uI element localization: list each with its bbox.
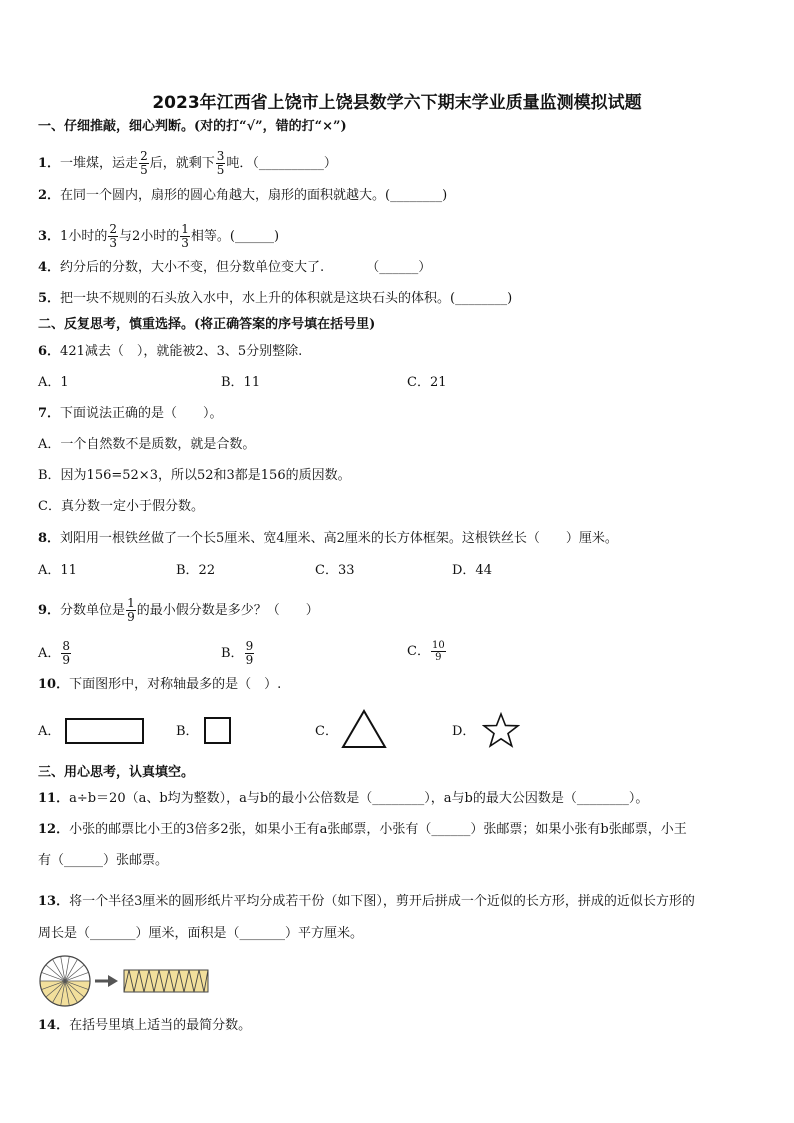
option-a[interactable]: A． $\frac{8}{9}$: [38, 639, 71, 667]
question-number: 2．: [38, 188, 61, 203]
circle-to-rectangle-figure: [38, 954, 213, 1008]
question-text: 在括号里填上适当的最简分数。: [69, 1018, 252, 1033]
question-14: [38, 1017, 251, 1035]
section-2-heading: 二、反复思考，慎重选择。(将正确答案的序号填在括号里): [38, 317, 376, 332]
triangle-shape: [340, 708, 388, 750]
fraction: $\frac{3}{5}$: [216, 149, 225, 177]
question-text: 把一块不规则的石头放入水中，水上升的体积就是这块石头的体积。(________): [60, 291, 513, 306]
question-13: [38, 893, 695, 911]
section-3-heading: 三、用心思考，认真填空。: [38, 765, 195, 780]
question-number: 4．: [38, 260, 61, 275]
question-number: 7．: [38, 406, 61, 421]
fraction: $\frac{9}{9}$: [245, 639, 254, 667]
option-c[interactable]: C．21: [407, 375, 447, 390]
option-b[interactable]: B． $\frac{9}{9}$: [221, 639, 254, 667]
question-11: [38, 790, 648, 808]
fraction: $\frac{1}{9}$: [127, 596, 135, 624]
sectored-circle-icon: [40, 956, 90, 1006]
question-10: [38, 676, 281, 694]
question-number: 8．: [38, 531, 61, 546]
option-a[interactable]: A．一个自然数不是质数，就是合数。: [38, 437, 256, 452]
option-c[interactable]: C． $\frac{10}{9}$: [407, 640, 445, 663]
option-c[interactable]: C．真分数一定小于假分数。: [38, 499, 204, 514]
question-text: 小张的邮票比小王的3倍多2张，如果小王有a张邮票，小张有（______）张邮票；如果小张有b张邮票，小王: [69, 822, 687, 837]
question-number: 1．: [38, 156, 61, 171]
option-b[interactable]: B．11: [221, 375, 261, 390]
question-12: [38, 821, 687, 839]
question-9: [38, 597, 319, 624]
question-2: [38, 187, 447, 205]
arrow-right-icon: [95, 975, 118, 987]
question-text: 刘阳用一根铁丝做了一个长5厘米、宽4厘米、高2厘米的长方体框架。这根铁丝长（ ）厘米。: [60, 531, 618, 546]
question-text: 在同一个圆内，扇形的圆心角越大，扇形的面积就越大。(________): [60, 188, 448, 203]
question-number: 3．: [38, 229, 61, 244]
question-text: a÷b＝20（a、b均为整数），a与b的最小公倍数是（________），a与b的最大公因数是（________）。: [69, 791, 649, 806]
question-text: 将一个半径3厘米的圆形纸片平均分成若干份（如下图），剪开后拼成一个近似的长方形，拼成的近似长方形的: [69, 894, 695, 909]
question-text: 与2小时的: [118, 229, 180, 244]
question-4: [38, 259, 431, 277]
question-text: 下面说法正确的是（ ）。: [60, 406, 223, 421]
question-text: 下面图形中，对称轴最多的是（ ）.: [69, 677, 282, 692]
question-text: 421减去（ ），就能被2、3、5分别整除.: [60, 344, 303, 359]
fraction: $\frac{2}{3}$: [109, 222, 117, 250]
option-d[interactable]: D．: [452, 724, 476, 739]
question-number: 13．: [38, 894, 70, 909]
question-number: 6．: [38, 344, 61, 359]
question-text: 吨．（__________）: [226, 156, 337, 171]
question-6: [38, 343, 302, 361]
question-number: 14．: [38, 1018, 70, 1033]
question-number: 9．: [38, 603, 61, 618]
option-b[interactable]: B．22: [176, 563, 216, 578]
question-7: [38, 405, 223, 423]
question-text: 1小时的: [60, 229, 108, 244]
option-a[interactable]: A．: [38, 724, 61, 739]
option-d[interactable]: D．44: [452, 563, 492, 578]
option-c[interactable]: C．: [315, 724, 338, 739]
fraction: $\frac{8}{9}$: [62, 639, 71, 667]
rectangle-shape: [65, 718, 144, 744]
fraction: $\frac{10}{9}$: [431, 640, 445, 663]
question-text: 分数单位是: [60, 603, 126, 618]
answer-blank[interactable]: （______）: [366, 260, 432, 275]
option-c[interactable]: C．33: [315, 563, 355, 578]
question-1: [38, 150, 337, 177]
question-number: 12．: [38, 822, 70, 837]
question-number: 10．: [38, 677, 70, 692]
question-text: 相等。(______): [190, 229, 280, 244]
question-number: 5．: [38, 291, 61, 306]
option-b[interactable]: B．: [176, 724, 199, 739]
option-a[interactable]: A．1: [38, 375, 69, 390]
fraction: $\frac{2}{5}$: [140, 149, 148, 177]
question-text: 一堆煤，运走: [60, 156, 139, 171]
section-1-heading: 一、仔细推敲，细心判断。(对的打“√”，错的打“×”): [38, 119, 347, 134]
question-number: 11．: [38, 791, 70, 806]
question-text: 约分后的分数，大小不变，但分数单位变大了.: [60, 260, 325, 275]
question-12-continued: 有（______）张邮票。: [38, 853, 169, 868]
question-text: 的最小假分数是多少？（ ）: [136, 603, 319, 618]
option-b[interactable]: B．因为156=52×3，所以52和3都是156的质因数。: [38, 468, 351, 483]
question-text: 后，就剩下: [149, 156, 215, 171]
question-3: [38, 223, 279, 250]
question-8: [38, 530, 618, 548]
question-13-continued: 周长是（_______）厘米，面积是（_______）平方厘米。: [38, 926, 364, 941]
question-5: [38, 290, 512, 308]
fraction: $\frac{1}{3}$: [181, 222, 189, 250]
option-a[interactable]: A．11: [38, 563, 77, 578]
approx-rectangle-icon: [124, 970, 208, 992]
page-title: 2023年江西省上饶市上饶县数学六下期末学业质量监测模拟试题: [152, 93, 642, 113]
square-shape: [204, 717, 231, 744]
star-shape: [482, 712, 520, 749]
